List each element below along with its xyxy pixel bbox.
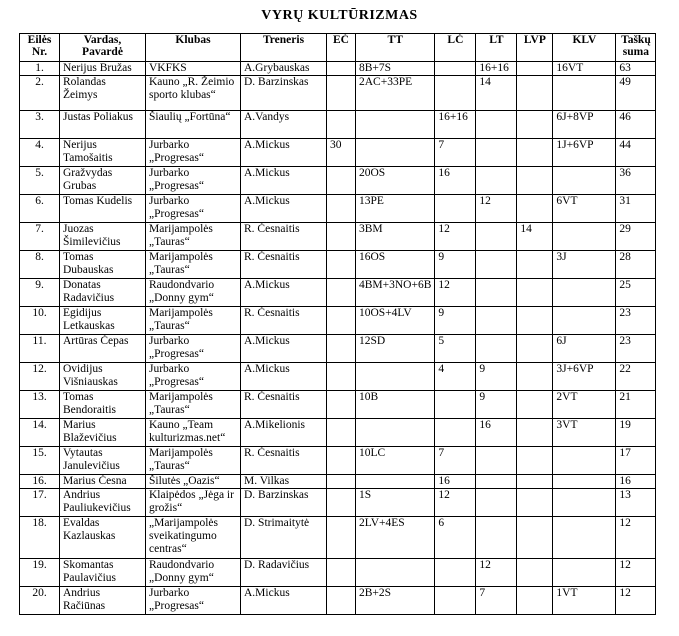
cell-coach: A.Vandys xyxy=(241,111,327,139)
table-row xyxy=(20,195,656,223)
cell-nr: 18. xyxy=(20,517,60,559)
cell-lt: 9 xyxy=(476,391,517,419)
header-name: Vardas, Pavardė xyxy=(60,34,146,62)
cell-club: Jurbarko „Progresas“ xyxy=(146,167,241,195)
cell-coach: D. Barzinskas xyxy=(241,489,327,517)
header-nr: Eilės Nr. xyxy=(20,34,60,62)
cell-sum: 22 xyxy=(616,363,656,391)
table-row xyxy=(20,559,656,587)
cell-name: Gražvydas Grubas xyxy=(60,167,146,195)
cell-name: Tomas Dubauskas xyxy=(60,251,146,279)
cell-name: Marius Blaževičius xyxy=(60,419,146,447)
cell-nr: 20. xyxy=(20,587,60,615)
cell-lc xyxy=(435,195,476,223)
cell-tt xyxy=(356,419,435,447)
cell-ec xyxy=(327,447,356,475)
cell-coach: R. Česnaitis xyxy=(241,223,327,251)
cell-lt xyxy=(476,111,517,139)
results-table xyxy=(19,33,656,615)
cell-name: Nerijus Bružas xyxy=(60,62,146,76)
cell-lc: 5 xyxy=(435,335,476,363)
header-ec: EČ xyxy=(327,34,356,62)
cell-lvp xyxy=(517,335,553,363)
cell-club: Raudondvario „Donny gym“ xyxy=(146,559,241,587)
cell-nr: 15. xyxy=(20,447,60,475)
cell-tt xyxy=(356,139,435,167)
cell-lvp: 14 xyxy=(517,223,553,251)
cell-name: Justas Poliakus xyxy=(60,111,146,139)
cell-name: Marius Česna xyxy=(60,475,146,489)
cell-nr: 13. xyxy=(20,391,60,419)
cell-nr: 8. xyxy=(20,251,60,279)
cell-coach: A.Mickus xyxy=(241,195,327,223)
header-lc: LČ xyxy=(435,34,476,62)
cell-sum: 28 xyxy=(616,251,656,279)
cell-name: Juozas Šimilevičius xyxy=(60,223,146,251)
cell-tt xyxy=(356,111,435,139)
cell-coach: R. Česnaitis xyxy=(241,307,327,335)
cell-lvp xyxy=(517,195,553,223)
cell-lt xyxy=(476,489,517,517)
cell-ec xyxy=(327,489,356,517)
cell-klv xyxy=(553,517,616,559)
header-lvp: LVP xyxy=(517,34,553,62)
header-coach: Treneris xyxy=(241,34,327,62)
cell-club: „Marijampolės sveikatingumo centras“ xyxy=(146,517,241,559)
cell-tt: 2AC+33PE xyxy=(356,76,435,111)
cell-lvp xyxy=(517,447,553,475)
cell-name: Donatas Radavičius xyxy=(60,279,146,307)
cell-lt xyxy=(476,279,517,307)
cell-lc xyxy=(435,76,476,111)
cell-klv: 3VT xyxy=(553,419,616,447)
cell-name: Vytautas Janulevičius xyxy=(60,447,146,475)
cell-sum: 46 xyxy=(616,111,656,139)
cell-club: Kauno „Team kulturizmas.net“ xyxy=(146,419,241,447)
table-row xyxy=(20,587,656,615)
cell-coach: R. Česnaitis xyxy=(241,391,327,419)
cell-club: Jurbarko „Progresas“ xyxy=(146,363,241,391)
table-row xyxy=(20,489,656,517)
cell-lc: 4 xyxy=(435,363,476,391)
cell-klv xyxy=(553,447,616,475)
table-row xyxy=(20,139,656,167)
cell-lc: 9 xyxy=(435,307,476,335)
cell-lvp xyxy=(517,587,553,615)
cell-coach: D. Radavičius xyxy=(241,559,327,587)
cell-tt: 12SD xyxy=(356,335,435,363)
cell-club: Marijampolės „Tauras“ xyxy=(146,223,241,251)
cell-sum: 23 xyxy=(616,335,656,363)
cell-nr: 5. xyxy=(20,167,60,195)
cell-club: Marijampolės „Tauras“ xyxy=(146,251,241,279)
cell-tt: 4BM+3NO+6B xyxy=(356,279,435,307)
cell-lt xyxy=(476,251,517,279)
cell-club: Šilutės „Oazis“ xyxy=(146,475,241,489)
cell-tt: 10LC xyxy=(356,447,435,475)
cell-lc xyxy=(435,419,476,447)
cell-club: Jurbarko „Progresas“ xyxy=(146,139,241,167)
cell-lt xyxy=(476,335,517,363)
cell-nr: 12. xyxy=(20,363,60,391)
cell-coach: R. Česnaitis xyxy=(241,447,327,475)
cell-sum: 21 xyxy=(616,391,656,419)
cell-club: Kauno „R. Žeimio sporto klubas“ xyxy=(146,76,241,111)
cell-name: Skomantas Paulavičius xyxy=(60,559,146,587)
table-row xyxy=(20,307,656,335)
cell-sum: 25 xyxy=(616,279,656,307)
cell-sum: 12 xyxy=(616,517,656,559)
cell-lt: 16 xyxy=(476,419,517,447)
cell-coach: A.Grybauskas xyxy=(241,62,327,76)
cell-lt xyxy=(476,517,517,559)
cell-sum: 63 xyxy=(616,62,656,76)
cell-lt: 12 xyxy=(476,195,517,223)
cell-lc: 12 xyxy=(435,489,476,517)
cell-lt xyxy=(476,139,517,167)
cell-ec xyxy=(327,167,356,195)
cell-coach: A.Mickus xyxy=(241,335,327,363)
cell-coach: A.Mikelionis xyxy=(241,419,327,447)
cell-club: Raudondvario „Donny gym“ xyxy=(146,279,241,307)
cell-lt xyxy=(476,307,517,335)
cell-klv xyxy=(553,223,616,251)
cell-club: Jurbarko „Progresas“ xyxy=(146,587,241,615)
page-title: VYRŲ KULTŪRIZMAS xyxy=(261,8,418,23)
cell-lvp xyxy=(517,419,553,447)
cell-lvp xyxy=(517,167,553,195)
cell-tt xyxy=(356,475,435,489)
cell-klv: 2VT xyxy=(553,391,616,419)
header-klv: KLV xyxy=(553,34,616,62)
cell-klv: 3J+6VP xyxy=(553,363,616,391)
table-row xyxy=(20,62,656,76)
cell-tt: 8B+7S xyxy=(356,62,435,76)
table-body xyxy=(20,62,656,615)
cell-lt: 16+16 xyxy=(476,62,517,76)
cell-lc: 16+16 xyxy=(435,111,476,139)
table-row xyxy=(20,335,656,363)
cell-ec xyxy=(327,223,356,251)
cell-ec xyxy=(327,307,356,335)
cell-lt xyxy=(476,167,517,195)
cell-tt: 2B+2S xyxy=(356,587,435,615)
cell-tt xyxy=(356,559,435,587)
header-tt: TT xyxy=(356,34,435,62)
cell-nr: 6. xyxy=(20,195,60,223)
cell-lc xyxy=(435,587,476,615)
cell-sum: 31 xyxy=(616,195,656,223)
cell-ec xyxy=(327,475,356,489)
cell-ec xyxy=(327,391,356,419)
cell-klv xyxy=(553,76,616,111)
cell-lvp xyxy=(517,76,553,111)
cell-tt: 10OS+4LV xyxy=(356,307,435,335)
table-row xyxy=(20,419,656,447)
cell-sum: 19 xyxy=(616,419,656,447)
cell-lvp xyxy=(517,489,553,517)
cell-lvp xyxy=(517,559,553,587)
table-row xyxy=(20,517,656,559)
header-lt: LT xyxy=(476,34,517,62)
cell-club: Marijampolės „Tauras“ xyxy=(146,307,241,335)
cell-klv: 3J xyxy=(553,251,616,279)
table-row xyxy=(20,223,656,251)
cell-name: Tomas Bendoraitis xyxy=(60,391,146,419)
cell-lc: 7 xyxy=(435,447,476,475)
cell-coach: A.Mickus xyxy=(241,363,327,391)
cell-nr: 9. xyxy=(20,279,60,307)
cell-ec xyxy=(327,559,356,587)
table-row xyxy=(20,391,656,419)
cell-klv: 1J+6VP xyxy=(553,139,616,167)
cell-nr: 7. xyxy=(20,223,60,251)
cell-name: Tomas Kudelis xyxy=(60,195,146,223)
cell-ec xyxy=(327,111,356,139)
cell-sum: 12 xyxy=(616,587,656,615)
cell-name: Evaldas Kazlauskas xyxy=(60,517,146,559)
cell-lc: 16 xyxy=(435,475,476,489)
cell-klv: 6J+8VP xyxy=(553,111,616,139)
cell-ec xyxy=(327,517,356,559)
table-row xyxy=(20,363,656,391)
cell-coach: R. Česnaitis xyxy=(241,251,327,279)
cell-name: Rolandas Žeimys xyxy=(60,76,146,111)
cell-lvp xyxy=(517,111,553,139)
cell-lt xyxy=(476,475,517,489)
table-row xyxy=(20,76,656,111)
cell-lvp xyxy=(517,62,553,76)
cell-ec xyxy=(327,419,356,447)
cell-coach: D. Strimaitytė xyxy=(241,517,327,559)
cell-club: Marijampolės „Tauras“ xyxy=(146,447,241,475)
cell-tt: 10B xyxy=(356,391,435,419)
table-row xyxy=(20,251,656,279)
cell-nr: 14. xyxy=(20,419,60,447)
table-row xyxy=(20,167,656,195)
cell-klv xyxy=(553,279,616,307)
cell-nr: 1. xyxy=(20,62,60,76)
cell-coach: A.Mickus xyxy=(241,587,327,615)
cell-klv xyxy=(553,559,616,587)
cell-nr: 4. xyxy=(20,139,60,167)
cell-ec xyxy=(327,363,356,391)
cell-sum: 13 xyxy=(616,489,656,517)
cell-ec: 30 xyxy=(327,139,356,167)
cell-sum: 36 xyxy=(616,167,656,195)
cell-lc xyxy=(435,391,476,419)
cell-coach: M. Vilkas xyxy=(241,475,327,489)
cell-lvp xyxy=(517,279,553,307)
cell-tt: 16OS xyxy=(356,251,435,279)
cell-nr: 2. xyxy=(20,76,60,111)
cell-klv xyxy=(553,475,616,489)
cell-lt: 12 xyxy=(476,559,517,587)
cell-ec xyxy=(327,62,356,76)
table-row xyxy=(20,111,656,139)
cell-nr: 19. xyxy=(20,559,60,587)
cell-lvp xyxy=(517,391,553,419)
cell-lt xyxy=(476,447,517,475)
cell-klv: 1VT xyxy=(553,587,616,615)
cell-lc xyxy=(435,559,476,587)
cell-lt: 7 xyxy=(476,587,517,615)
cell-lc: 12 xyxy=(435,223,476,251)
cell-coach: D. Barzinskas xyxy=(241,76,327,111)
cell-coach: A.Mickus xyxy=(241,139,327,167)
cell-name: Andrius Pauliukevičius xyxy=(60,489,146,517)
cell-lc: 6 xyxy=(435,517,476,559)
cell-klv xyxy=(553,489,616,517)
table-row xyxy=(20,447,656,475)
cell-club: Jurbarko „Progresas“ xyxy=(146,195,241,223)
table-row xyxy=(20,475,656,489)
cell-lt: 9 xyxy=(476,363,517,391)
cell-ec xyxy=(327,335,356,363)
cell-club: Šiaulių „Fortūna“ xyxy=(146,111,241,139)
cell-klv xyxy=(553,307,616,335)
cell-ec xyxy=(327,251,356,279)
cell-club: Klaipėdos „Jėga ir grožis“ xyxy=(146,489,241,517)
cell-coach: A.Mickus xyxy=(241,279,327,307)
table-row xyxy=(20,279,656,307)
cell-sum: 29 xyxy=(616,223,656,251)
cell-name: Ovidijus Višniauskas xyxy=(60,363,146,391)
cell-lvp xyxy=(517,363,553,391)
cell-ec xyxy=(327,76,356,111)
cell-ec xyxy=(327,195,356,223)
cell-tt: 13PE xyxy=(356,195,435,223)
table-header-row xyxy=(20,34,656,62)
cell-name: Andrius Račiūnas xyxy=(60,587,146,615)
cell-coach: A.Mickus xyxy=(241,167,327,195)
cell-ec xyxy=(327,279,356,307)
cell-lc: 9 xyxy=(435,251,476,279)
cell-klv: 6VT xyxy=(553,195,616,223)
cell-nr: 11. xyxy=(20,335,60,363)
header-sum: Taškų suma xyxy=(616,34,656,62)
cell-klv xyxy=(553,167,616,195)
cell-lvp xyxy=(517,517,553,559)
cell-klv: 6J xyxy=(553,335,616,363)
cell-sum: 12 xyxy=(616,559,656,587)
cell-lt: 14 xyxy=(476,76,517,111)
cell-name: Artūras Čepas xyxy=(60,335,146,363)
cell-sum: 16 xyxy=(616,475,656,489)
cell-nr: 17. xyxy=(20,489,60,517)
cell-lt xyxy=(476,223,517,251)
cell-sum: 17 xyxy=(616,447,656,475)
cell-tt xyxy=(356,363,435,391)
cell-name: Nerijus Tamošaitis xyxy=(60,139,146,167)
cell-nr: 16. xyxy=(20,475,60,489)
cell-nr: 3. xyxy=(20,111,60,139)
cell-lvp xyxy=(517,251,553,279)
cell-tt: 2LV+4ES xyxy=(356,517,435,559)
cell-lvp xyxy=(517,307,553,335)
cell-tt: 1S xyxy=(356,489,435,517)
cell-klv: 16VT xyxy=(553,62,616,76)
cell-sum: 23 xyxy=(616,307,656,335)
cell-club: Marijampolės „Tauras“ xyxy=(146,391,241,419)
cell-ec xyxy=(327,587,356,615)
cell-lvp xyxy=(517,475,553,489)
cell-lc: 12 xyxy=(435,279,476,307)
cell-sum: 44 xyxy=(616,139,656,167)
cell-lc xyxy=(435,62,476,76)
cell-tt: 20OS xyxy=(356,167,435,195)
cell-club: VKFKS xyxy=(146,62,241,76)
cell-lc: 16 xyxy=(435,167,476,195)
cell-lc: 7 xyxy=(435,139,476,167)
cell-name: Egidijus Letkauskas xyxy=(60,307,146,335)
cell-club: Jurbarko „Progresas“ xyxy=(146,335,241,363)
cell-sum: 49 xyxy=(616,76,656,111)
cell-lvp xyxy=(517,139,553,167)
header-club: Klubas xyxy=(146,34,241,62)
cell-tt: 3BM xyxy=(356,223,435,251)
cell-nr: 10. xyxy=(20,307,60,335)
